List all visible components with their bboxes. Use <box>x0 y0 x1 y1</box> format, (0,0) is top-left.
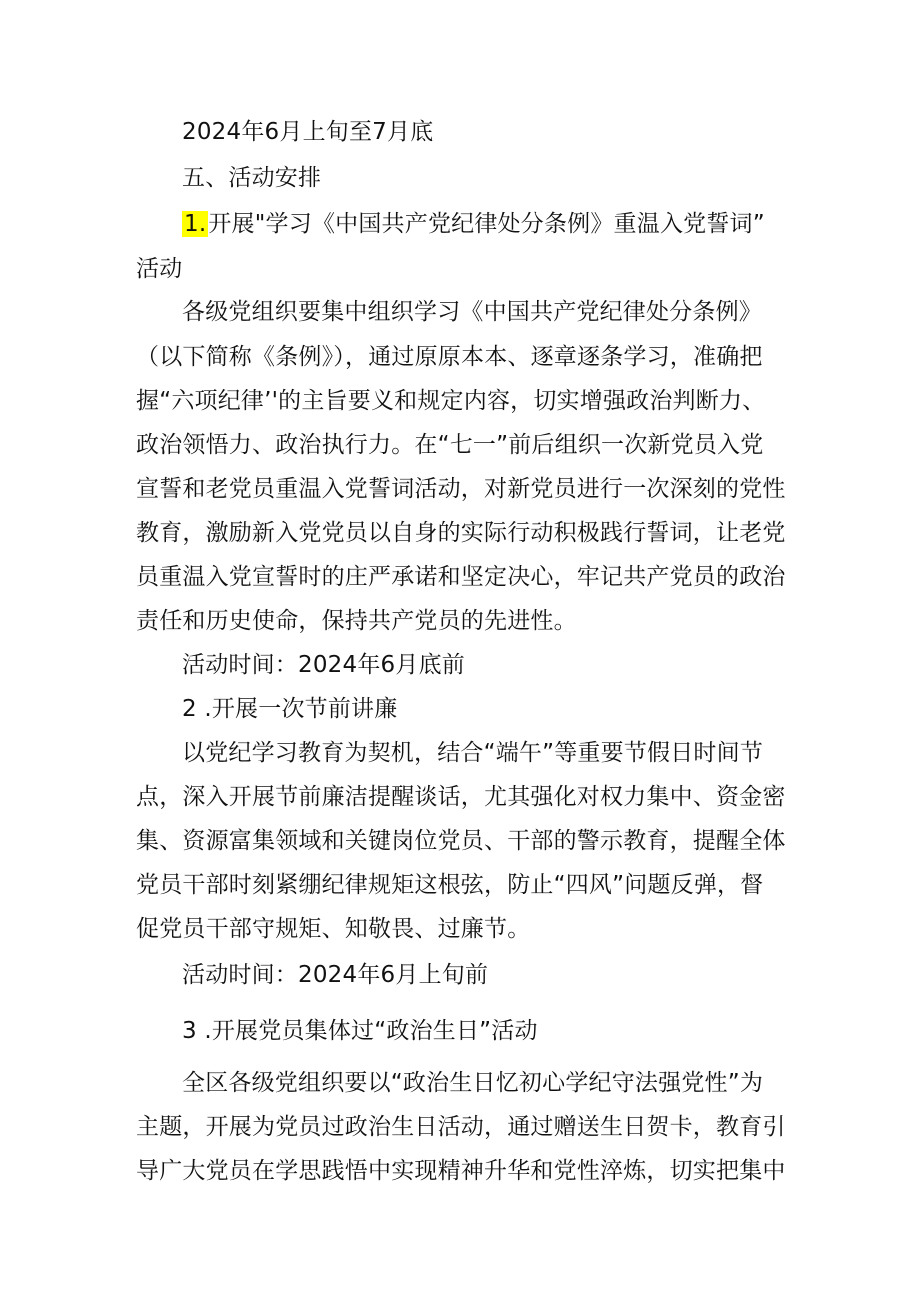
activity-time-1: 活动时间：2024年6月底前 <box>182 652 465 678</box>
activity-time-2: 活动时间：2024年6月上旬前 <box>182 962 489 988</box>
item-2-heading: 2 .开展一次节前讲廉 <box>182 696 398 722</box>
paragraph-3-line-3: 导广大党员在学思践悟中实现精神升华和党性淬炼，切实把集中 <box>136 1158 786 1184</box>
section-heading: 五、活动安排 <box>182 165 322 191</box>
paragraph-2-line-1: 以党纪学习教育为契机，结合“端午”等重要节假日时间节 <box>182 740 764 766</box>
item-3-heading: 3 .开展党员集体过“政治生日”活动 <box>182 1018 538 1044</box>
paragraph-1-line-7: 员重温入党宣誓时的庄严承诺和坚定决心，牢记共产党员的政治 <box>136 564 786 590</box>
paragraph-1-line-8: 责任和历史使命，保持共产党员的先进性。 <box>136 608 577 634</box>
paragraph-1-line-2: （以下简称《条例》），通过原原本本、逐章逐条学习，准确把 <box>136 344 763 370</box>
highlighted-item-number: 1. <box>184 211 207 237</box>
schedule-time-line: 2024年6月上旬至7月底 <box>182 119 434 145</box>
paragraph-2-line-4: 党员干部时刻紧绷纪律规矩这根弦，防止“四风”问题反弹，督 <box>136 872 764 898</box>
paragraph-3-line-1: 全区各级党组织要以“政治生日忆初心学纪守法强党性”为 <box>182 1070 764 1096</box>
paragraph-2-line-3: 集、资源富集领域和关键岗位党员、干部的警示教育，提醒全体 <box>136 828 786 854</box>
paragraph-1-line-5: 宣誓和老党员重温入党誓词活动，对新党员进行一次深刻的党性 <box>136 476 786 502</box>
item-1-title-continued: 活动 <box>136 256 183 282</box>
item-1-title: 开展"学习《中国共产党纪律处分条例》重温入党誓词” <box>208 211 765 237</box>
paragraph-2-line-2: 点，深入开展节前廉洁提醒谈话，尤其强化对权力集中、资金密 <box>136 784 786 810</box>
paragraph-2-line-5: 促党员干部守规矩、知敬畏、过廉节。 <box>136 916 531 942</box>
paragraph-1-line-3: 握“六项纪律’'的主旨要义和规定内容，切实增强政治判断力、 <box>136 388 766 414</box>
paragraph-1-line-4: 政治领悟力、政治执行力。在“七一”前后组织一次新党员入党 <box>136 432 764 458</box>
item-1-heading <box>182 209 786 239</box>
paragraph-1-line-1: 各级党组织要集中组织学习《中国共产党纪律处分条例》 <box>182 299 762 325</box>
paragraph-1-line-6: 教育，激励新入党党员以自身的实际行动积极践行誓词，让老党 <box>136 520 786 546</box>
paragraph-3-line-2: 主题，开展为党员过政治生日活动，通过赠送生日贺卡，教育引 <box>136 1114 786 1140</box>
